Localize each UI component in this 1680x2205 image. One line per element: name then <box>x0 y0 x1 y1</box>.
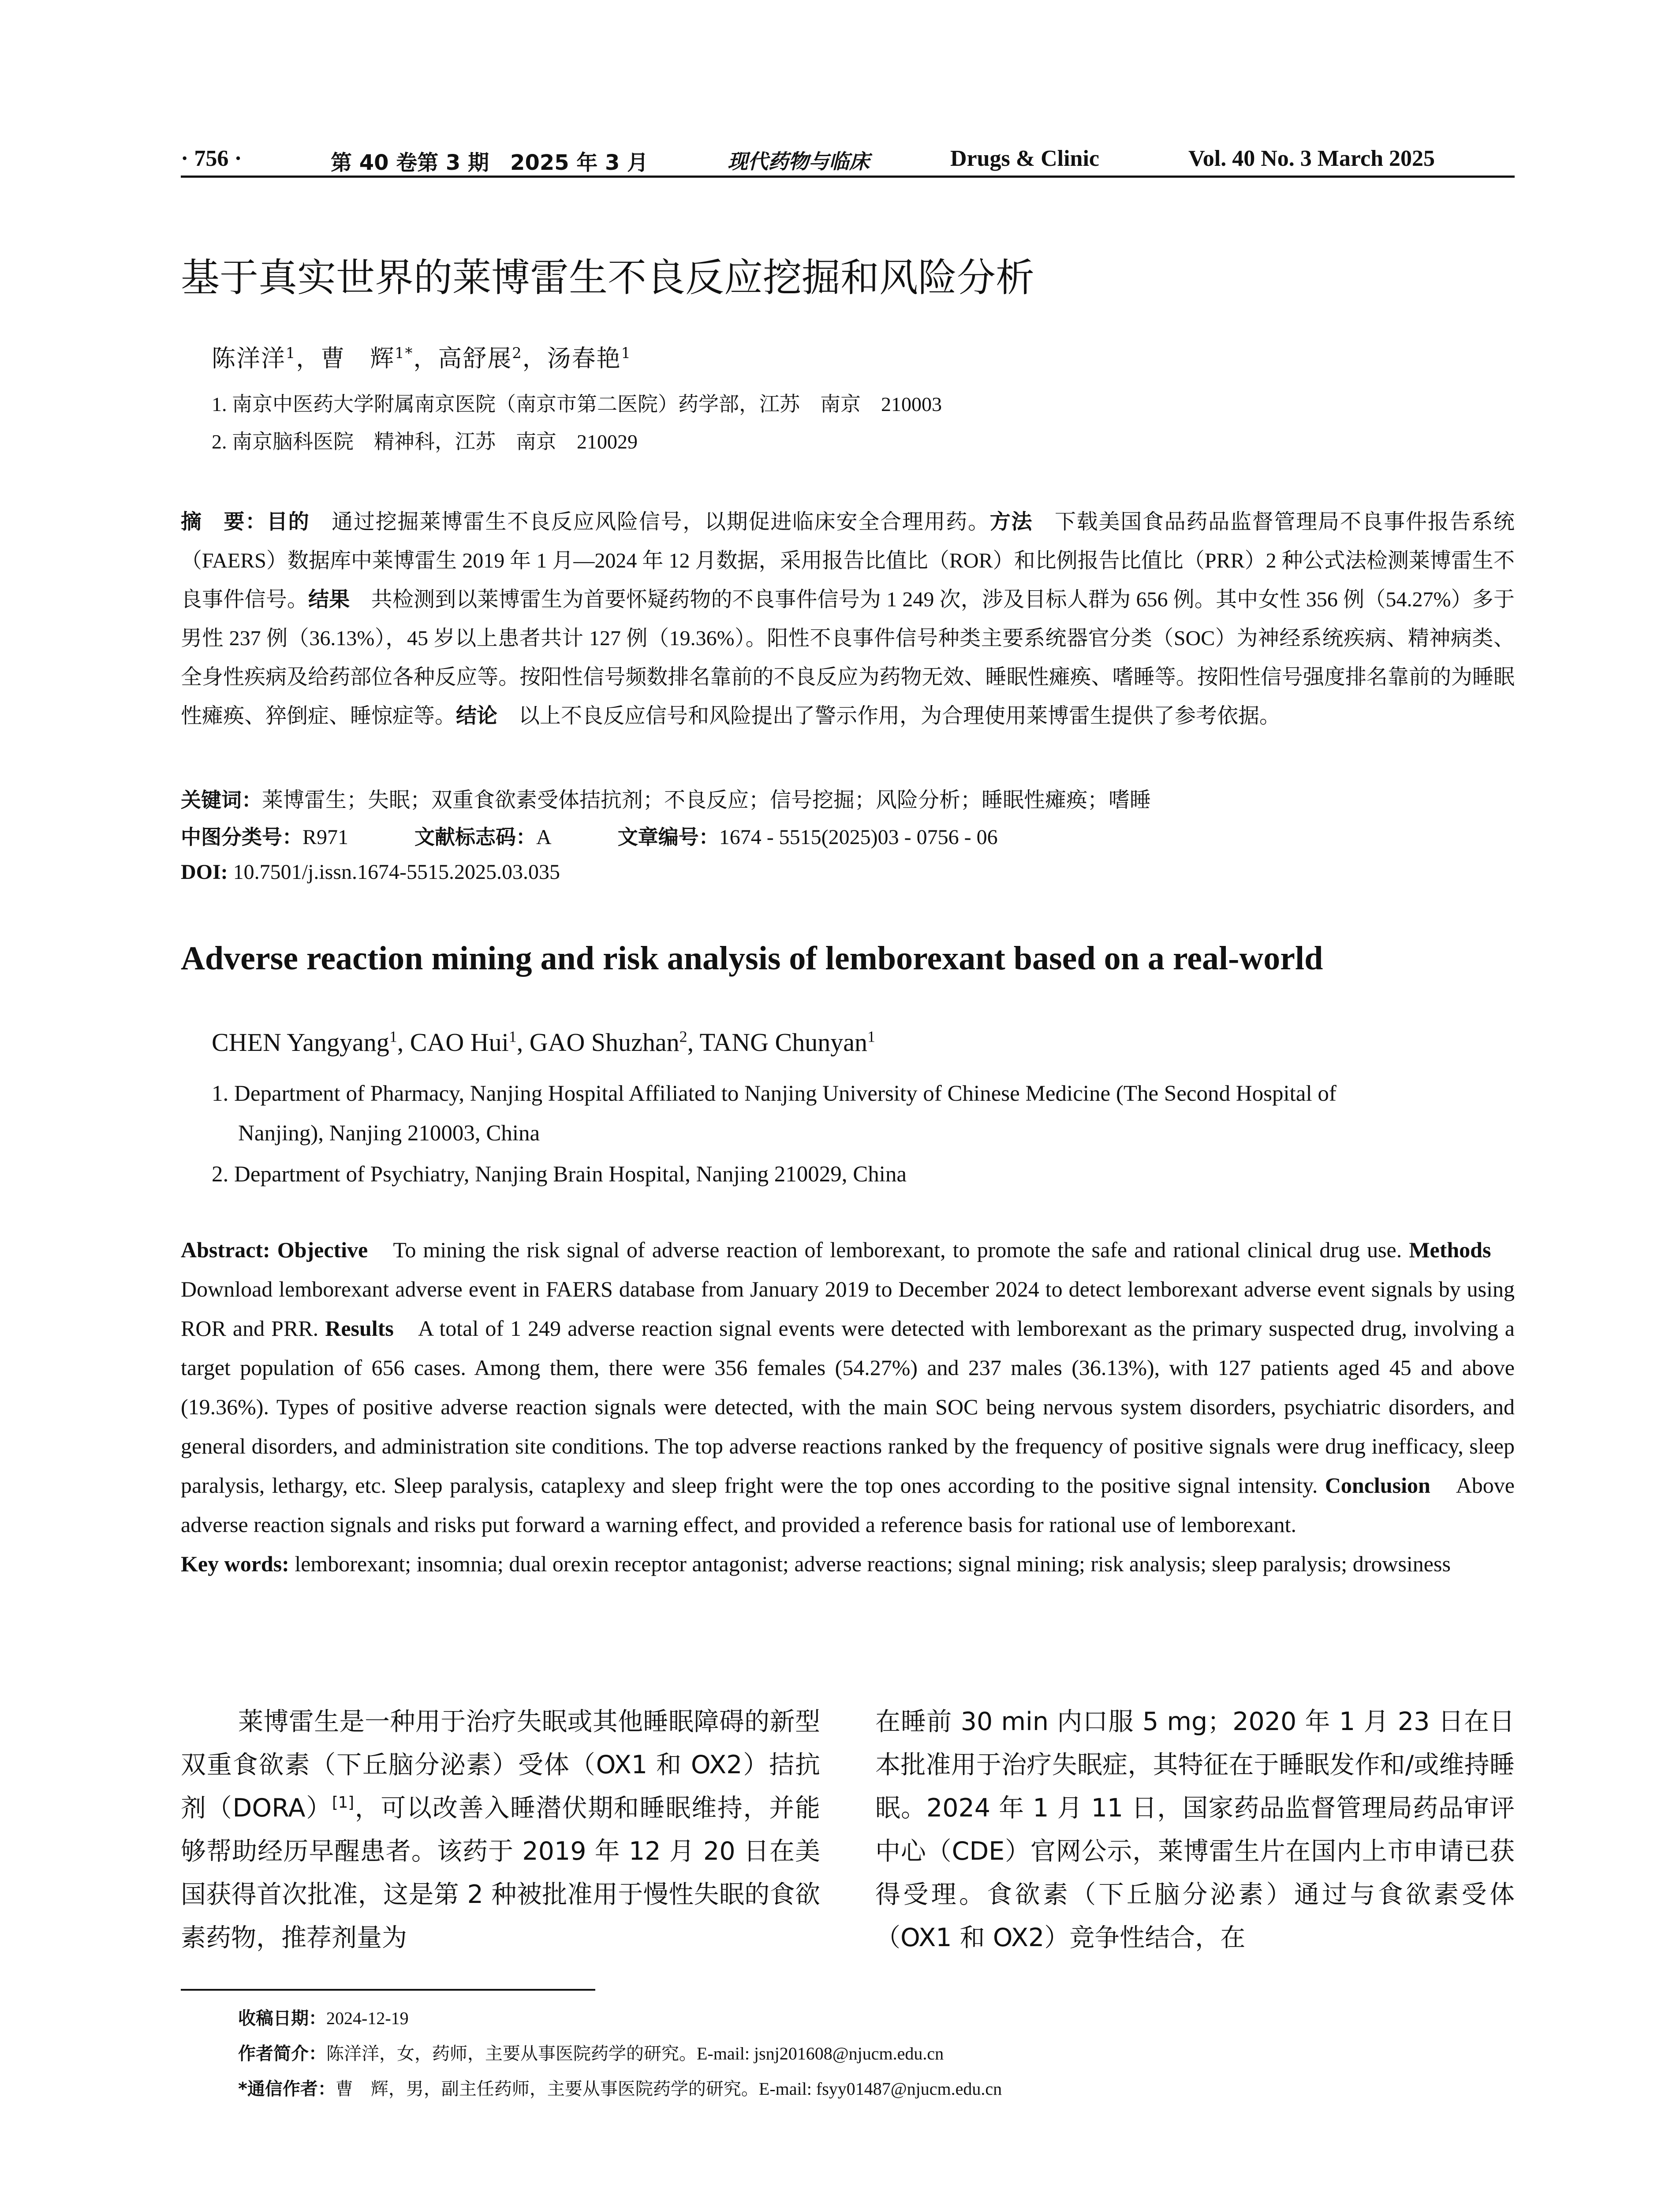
objective-en: To mining the risk signal of adverse reaction of lemborexant, to promote the safe and rational clinical drug use. <box>368 1237 1409 1262</box>
corresponding-label: *通信作者： <box>238 2079 336 2099</box>
article-id-label: 文章编号： <box>617 825 719 849</box>
classification-line <box>181 821 998 850</box>
page-number: · 756 · <box>181 146 242 171</box>
affiliation-1-en-line2: Nanjing), Nanjing 210003, China <box>238 1121 540 1146</box>
methods-label-cn: 方法 <box>989 510 1033 534</box>
results-label-cn: 结果 <box>308 587 350 612</box>
abstract-en <box>181 1230 1515 1584</box>
author-bio-label: 作者简介： <box>238 2044 326 2064</box>
affiliation-1-en-line1: 1. Department of Pharmacy, Nanjing Hospital Affiliated to Nanjing University of Chinese Medicine (The Second Hospital of <box>212 1081 1337 1106</box>
objective-cn: 通过挖掘莱博雷生不良反应风险信号，以期促进临床安全合理用药。 <box>310 510 990 534</box>
article-title-en: Adverse reaction mining and risk analysis of lemborexant based on a real-world <box>181 940 1323 977</box>
author-4-cn-sup: 1 <box>621 344 631 362</box>
conclusion-label-en: Conclusion <box>1325 1473 1430 1498</box>
doi-value[interactable]: 10.7501/j.issn.1674-5515.2025.03.035 <box>228 860 560 884</box>
keywords-text-cn: 莱博雷生；失眠；双重食欲素受体拮抗剂；不良反应；信号挖掘；风险分析；睡眠性瘫痪；嗜睡 <box>262 789 1151 812</box>
article-title-cn: 基于真实世界的莱博雷生不良反应挖掘和风险分析 <box>181 255 1035 300</box>
footnote-author <box>238 2040 944 2065</box>
keywords-text-en: lemborexant; insomnia; dual orexin receptor antagonist; adverse reactions; signal mining; risk analysis; sleep paralysis; drowsiness <box>289 1551 1451 1576</box>
article-id-value: 1674 - 5515(2025)03 - 0756 - 06 <box>719 826 998 849</box>
clc-value: R971 <box>302 826 349 849</box>
results-cn: 共检测到以莱博雷生为首要怀疑药物的不良事件信号为 1 249 次，涉及目标人群为 656 例。其中女性 356 例（54.27%）多于男性 237 例（36.13%），45 岁以上患者共计 127 例（19.36%）。阳性不良事件信号种类主要系统器官分类（SOC）为神经系统疾病、精神病类、全身性疾病及给药部位各种反应等。按阳性信号频数排名靠前的不良反应为药物无效、睡眠性瘫痪、嗜睡等。按阳性信号强度排名靠前的为睡眠性瘫痪、猝倒症、睡惊症等。 <box>181 588 1515 728</box>
methods-cn: 下载美国食品药品监督管理局不良事件报告系统（FAERS）数据库中莱博雷生 2019 年 1 月—2024 年 12 月数据，采用报告比值比（ROR）和比例报告比值比（PRR）2 种公式法检测莱博雷生不良事件信号。 <box>181 510 1515 611</box>
issue-en: Vol. 40 No. 3 March 2025 <box>1188 146 1435 171</box>
body-column-right: 在睡前 30 min 内口服 5 mg；2020 年 1 月 23 日在日本批准用于治疗失眠症，其特征在于睡眠发作和/或维持睡眠。2024 年 1 月 11 日，国家药品监督管理局药品审评中心（CDE）官网公示，莱博雷生片在国内上市申请已获得受理。食欲素（下丘脑分泌素）通过与食欲素受体（OX1 和 OX2）竞争性结合，在 <box>875 1707 1515 1952</box>
conclusion-label-cn: 结论 <box>456 704 498 728</box>
author-1-en: CHEN Yangyang <box>212 1028 389 1057</box>
doc-code-value: A <box>536 826 552 849</box>
author-1-cn-sup: 1 <box>286 344 296 362</box>
body-column-left <box>181 1700 820 1959</box>
author-1-cn: 陈洋洋 <box>212 344 286 372</box>
body-left-text-2: ，可以改善入睡潜伏期和睡眠维持，并能够帮助经历早醒患者。该药于 2019 年 12 月 20 日在美国获得首次批准，这是第 2 种被批准用于慢性失眠的食欲素药物，推荐剂量为 <box>181 1794 820 1952</box>
author-2-en: , CAO Hui <box>397 1028 509 1057</box>
author-bio: 陈洋洋，女，药师，主要从事医院药学的研究。E-mail: jsnj201608@njucm.edu.cn <box>326 2044 944 2063</box>
affiliation-2-en: 2. Department of Psychiatry, Nanjing Brain Hospital, Nanjing 210029, China <box>212 1162 907 1187</box>
objective-label-cn: 目的 <box>267 510 310 534</box>
author-3-cn-sup: 2 <box>512 344 523 362</box>
corresponding-author: 曹 辉，男，副主任药师，主要从事医院药学的研究。E-mail: fsyy01487@njucm.edu.cn <box>335 2079 1002 2099</box>
abstract-label-en: Abstract: Objective <box>181 1237 368 1262</box>
author-2-cn-sup: 1* <box>395 344 414 362</box>
author-4-en: , TANG Chunyan <box>687 1028 867 1057</box>
author-3-cn: 高舒展 <box>438 344 512 372</box>
citation-ref-1[interactable]: [1] <box>332 1794 354 1812</box>
journal-cn: 现代药物与临床 <box>728 149 870 173</box>
running-header <box>181 140 1515 180</box>
methods-label-en: Methods <box>1409 1237 1491 1262</box>
footnote-received <box>238 2004 409 2029</box>
abstract-cn <box>181 503 1515 736</box>
authors-en <box>212 1028 875 1057</box>
author-2-cn: 曹 辉 <box>321 344 395 372</box>
author-3-en-sup: 2 <box>679 1028 687 1046</box>
journal-en: Drugs & Clinic <box>950 146 1099 171</box>
authors-cn <box>212 340 631 374</box>
methods-en: Download lemborexant adverse event in FAERS database from January 2019 to December 2024 to detect lemborexant adverse event signals by using ROR and PRR. <box>181 1237 1515 1341</box>
footnote-rule <box>181 1989 595 1991</box>
affiliation-2-cn: 2. 南京脑科医院 精神科，江苏 南京 210029 <box>212 430 638 453</box>
doi-label: DOI: <box>181 860 228 884</box>
issue-cn: 第 40 卷第 3 期 2025 年 3 月 <box>331 150 649 175</box>
affiliation-1-en <box>212 1074 1515 1153</box>
keywords-label-en: Key words: <box>181 1551 289 1576</box>
author-sep: ， <box>522 344 547 372</box>
author-3-en: , GAO Shuzhan <box>516 1028 679 1057</box>
author-4-cn: 汤春艳 <box>547 344 621 372</box>
author-1-en-sup: 1 <box>389 1028 397 1046</box>
results-en: A total of 1 249 adverse reaction signal events were detected with lemborexant as the primary suspected drug, involving a target population of 656 cases. Among them, there were 356 females (54.27%) and 237 males (36.13%), with 127 patients aged 45 and above (19.36%). Types of positive adverse reaction signals were detected, with the main SOC being nervous system disorders, psychiatric disorders, and general disorders, and administration site conditions. The top adverse reactions ranked by the frequency of positive signals were drug inefficacy, sleep paralysis, lethargy, etc. Sleep paralysis, cataplexy and sleep fright were the top ones according to the positive signal intensity. <box>181 1316 1515 1498</box>
keywords-en <box>181 1544 1515 1584</box>
received-label: 收稿日期： <box>238 2008 326 2029</box>
results-label-en: Results <box>325 1316 394 1341</box>
author-4-en-sup: 1 <box>867 1028 875 1046</box>
author-sep: ， <box>413 344 438 372</box>
clc-label: 中图分类号： <box>181 825 302 849</box>
body-left-text-1: 莱博雷生是一种用于治疗失眠或其他睡眠障碍的新型双重食欲素（下丘脑分泌素）受体（OX1 和 OX2）拮抗剂（DORA） <box>181 1707 820 1823</box>
abstract-label-cn: 摘 要： <box>181 510 267 534</box>
conclusion-en: Above adverse reaction signals and risks put forward a warning effect, and provided a reference basis for rational use of lemborexant. <box>181 1473 1515 1537</box>
doc-code-label: 文献标志码： <box>414 825 537 849</box>
affiliation-1-cn: 1. 南京中医药大学附属南京医院（南京市第二医院）药学部，江苏 南京 210003 <box>212 393 942 415</box>
header-rule <box>181 176 1515 178</box>
footnote-corresponding <box>238 2075 1002 2100</box>
keywords-label-cn: 关键词： <box>181 788 262 812</box>
author-2-en-sup: 1 <box>508 1028 517 1046</box>
author-sep: ， <box>296 344 321 372</box>
doi-line <box>181 860 560 884</box>
keywords-cn <box>181 783 1151 813</box>
received-date: 2024-12-19 <box>326 2008 409 2028</box>
conclusion-cn: 以上不良反应信号和风险提出了警示作用，为合理使用莱博雷生提供了参考依据。 <box>497 704 1281 728</box>
